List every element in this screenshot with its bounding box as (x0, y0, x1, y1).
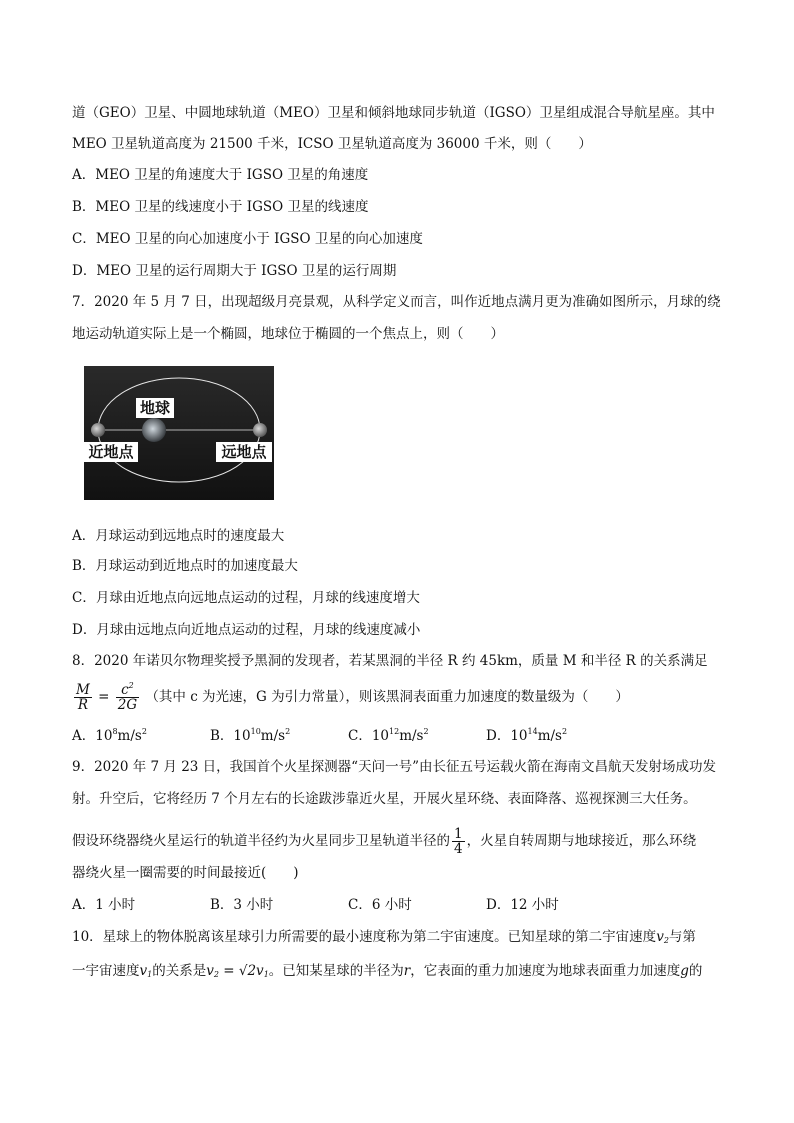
moon-apogee-icon (253, 423, 267, 437)
q8-stem-line2: $\frac{M}{R}$ = $\frac{c^2}{2G}$ （其中 c 为光速，G 为引力常量），则该黑洞表面重力加速度的数量级为（ ） (76, 681, 629, 713)
q7-option-d[interactable]: D．月球由远地点向近地点运动的过程，月球的线速度减小 (72, 622, 421, 638)
q6-option-b[interactable]: B．MEO 卫星的线速度小于 IGSO 卫星的线速度 (72, 199, 369, 215)
orbit-diagram (84, 366, 274, 500)
q8-option-b[interactable]: B．$10^{10}m/s^2$ (210, 727, 291, 744)
q10-stem-line1: 10．星球上的物体脱离该星球引力所需要的最小速度称为第二宇宙速度。已知星球的第二宇宙速度$v_2$与第 (72, 929, 696, 945)
light-speed-fraction: $\frac{c^2}{2G}$ (117, 681, 138, 713)
q8-option-c[interactable]: C．$10^{12}m/s^2$ (348, 727, 429, 744)
q8-stem-line1: 8．2020 年诺贝尔物理奖授予黑洞的发现者，若某黑洞的半径 R 约 45km，质量 M 和半径 R 的关系满足 (72, 653, 708, 669)
moon-perigee-icon (91, 423, 105, 437)
q9-stem-line1: 9．2020 年 7 月 23 日，我国首个火星探测器“天问一号”由长征五号运载火箭在海南文昌航天发射场成功发 (72, 759, 716, 775)
q6-option-c[interactable]: C．MEO 卫星的向心加速度小于 IGSO 卫星的向心加速度 (72, 231, 423, 247)
q8-option-d[interactable]: D．$10^{14}m/s^2$ (486, 727, 568, 744)
quarter-fraction: $\frac{1}{4}$ (454, 826, 463, 857)
q9-option-d[interactable]: D．12 小时 (486, 897, 559, 913)
mass-radius-fraction: $\frac{M}{R}$ (76, 682, 90, 713)
q7-stem-line2: 地运动轨道实际上是一个椭圆，地球位于椭圆的一个焦点上，则（ ） (72, 326, 504, 342)
earth-icon (142, 418, 166, 442)
q7-stem-line1: 7．2020 年 5 月 7 日，出现超级月亮景观，从科学定义而言，叫作近地点满月更为准确如图所示，月球的绕 (72, 294, 721, 310)
q6-option-a[interactable]: A．MEO 卫星的角速度大于 IGSO 卫星的角速度 (72, 167, 369, 183)
q8-option-a[interactable]: A．$10^8m/s^2$ (72, 727, 147, 744)
q9-stem-line4: 器绕火星一圈需要的时间最接近( ) (72, 865, 299, 881)
q9-option-c[interactable]: C．6 小时 (348, 897, 412, 913)
orbit-figure (84, 366, 274, 500)
q6-stem-line2: MEO 卫星轨道高度为 21500 千米，ICSO 卫星轨道高度为 36000 千米，则（ ） (72, 136, 592, 152)
q6-option-d[interactable]: D．MEO 卫星的运行周期大于 IGSO 卫星的运行周期 (72, 263, 397, 279)
earth-label: 地球 (139, 399, 171, 417)
q7-option-b[interactable]: B．月球运动到近地点时的加速度最大 (72, 558, 298, 574)
second-cosmic-velocity-symbol: $v_2$ (656, 929, 669, 945)
figure-background (84, 366, 274, 500)
q6-stem-line1: 道（GEO）卫星、中圆地球轨道（MEO）卫星和倾斜地球同步轨道（IGSO）卫星组成混合导航星座。其中 (72, 105, 715, 121)
q7-option-c[interactable]: C．月球由近地点向远地点运动的过程，月球的线速度增大 (72, 590, 420, 606)
perigee-label: 近地点 (88, 443, 134, 461)
q8-stem-line2-text: （其中 c 为光速，G 为引力常量），则该黑洞表面重力加速度的数量级为（ ） (145, 689, 629, 705)
q10-stem-line2: 一宇宙速度$v_1$的关系是$v_2 = √2v_1$。已知某星球的半径为r，它表面的重力加速度为地球表面重力加速度g的 (72, 963, 703, 979)
q7-option-a[interactable]: A．月球运动到远地点时的速度最大 (72, 528, 285, 544)
q9-option-b[interactable]: B．3 小时 (210, 897, 274, 913)
q9-option-a[interactable]: A．1 小时 (72, 897, 136, 913)
apogee-label: 远地点 (221, 443, 267, 461)
q9-stem-line3: 假设环绕器绕火星运行的轨道半径约为火星同步卫星轨道半径的 $\frac{1}{4}$ ，火星自转周期与地球接近，那么环绕 (72, 826, 697, 857)
velocity-relation-formula: $v_2 = √2v_1$ (206, 963, 269, 979)
q9-stem-line2: 射。升空后，它将经历 7 个月左右的长途跋涉靠近火星，开展火星环绕、表面降落、巡视探测三大任务。 (72, 791, 697, 807)
